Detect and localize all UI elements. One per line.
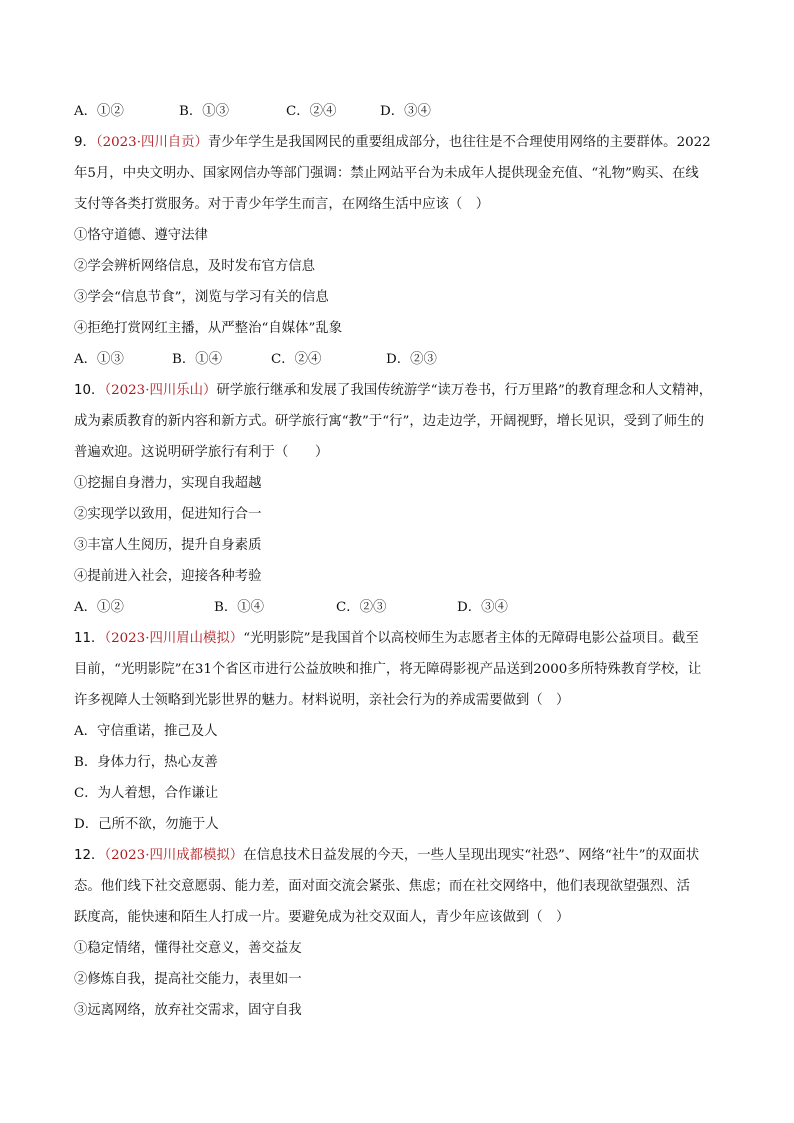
q9-source: （2023·四川自贡） — [95, 135, 208, 150]
q11-choice-c: C．为人着想，合作谦让 — [74, 786, 219, 801]
q10-option-a: A．①② — [74, 600, 124, 615]
q10-source: （2023·四川乐山） — [104, 383, 217, 398]
q12-statement-3: ③远离网络，放弃社交需求，固守自我 — [74, 1003, 302, 1018]
q10-number: 10． — [74, 383, 105, 398]
q10-statement-3: ③丰富人生阅历，提升自身素质 — [74, 538, 262, 553]
q12-stem-line-3: 跃度高，能快速和陌生人打成一片。要避免成为社交双面人，青少年应该做到（ ） — [74, 910, 570, 925]
q12-source: （2023·四川成都模拟） — [104, 848, 244, 863]
q11-number: 11． — [74, 631, 105, 646]
q9-stem-line-2: 年5月，中央文明办、国家网信办等部门强调：禁止网站平台为未成年人提供现金充值、“礼物”购买、在线 — [74, 166, 699, 181]
q10-stem-line-2: 成为素质教育的新内容和新方式。研学旅行寓“教”于“行”，边走边学，开阔视野，增长见识，受到了师生的 — [74, 414, 704, 429]
q9-stem-line-1: 9．（2023·四川自贡）青少年学生是我国网民的重要组成部分，也往往是不合理使用网络的主要群体。2022 — [74, 135, 711, 150]
q9-option-d: D．②③ — [386, 352, 437, 367]
q9-option-b: B．①④ — [172, 352, 223, 367]
q8-option-d: D．③④ — [380, 104, 431, 119]
q11-stem-line-3: 许多视障人士领略到光影世界的魅力。材料说明，亲社会行为的养成需要做到（ ） — [74, 693, 570, 708]
q11-choice-a: A．守信重诺，推己及人 — [74, 724, 218, 739]
q9-statement-2: ②学会辨析网络信息，及时发布官方信息 — [74, 259, 316, 274]
q11-stem-line-1: 11．（2023·四川眉山模拟）“光明影院”是我国首个以高校师生为志愿者主体的无障碍电影公益项目。截至 — [74, 631, 699, 646]
q12-statement-1: ①稳定情绪，懂得社交意义，善交益友 — [74, 941, 302, 956]
q10-statement-1: ①挖掘自身潜力，实现自我超越 — [74, 476, 262, 491]
q9-statement-4: ④拒绝打赏网红主播，从严整治“自媒体”乱象 — [74, 321, 343, 336]
q9-number: 9． — [74, 135, 96, 150]
q9-option-a: A．①③ — [74, 352, 124, 367]
q11-stem-line-2: 目前，“光明影院”在31个省区市进行公益放映和推广，将无障碍影视产品送到2000多所特殊教育学校，让 — [74, 662, 702, 677]
q9-statement-1: ①恪守道德、遵守法律 — [74, 228, 208, 243]
q12-number: 12． — [74, 848, 105, 863]
q10-option-d: D．③④ — [457, 600, 508, 615]
q11-source: （2023·四川眉山模拟） — [104, 631, 244, 646]
q8-option-b: B．①③ — [179, 104, 230, 119]
q10-stem-line-1: 10．（2023·四川乐山）研学旅行继承和发展了我国传统游学“读万卷书，行万里路”的教育理念和人文精神， — [74, 383, 713, 398]
q9-statement-3: ③学会“信息节食”，浏览与学习有关的信息 — [74, 290, 329, 305]
q10-option-b: B．①④ — [214, 600, 265, 615]
q10-stem-line-3: 普遍欢迎。这说明研学旅行有利于（ ） — [74, 445, 329, 460]
q12-stem-line-1: 12．（2023·四川成都模拟）在信息技术日益发展的今天，一些人呈现出现实“社恐”、网络“社牛”的双面状 — [74, 848, 700, 863]
q8-option-a: A．①② — [74, 104, 124, 119]
q11-choice-d: D．己所不欲，勿施于人 — [74, 817, 219, 832]
q10-statement-4: ④提前进入社会，迎接各种考验 — [74, 569, 262, 584]
q12-stem-line-2: 态。他们线下社交意愿弱、能力差，面对面交流会紧张、焦虑；而在社交网络中，他们表现欲望强烈、活 — [74, 879, 690, 894]
q12-statement-2: ②修炼自我，提高社交能力，表里如一 — [74, 972, 302, 987]
q10-option-c: C．②③ — [336, 600, 387, 615]
q10-statement-2: ②实现学以致用，促进知行合一 — [74, 507, 262, 522]
q8-option-c: C．②④ — [286, 104, 337, 119]
q9-option-c: C．②④ — [271, 352, 322, 367]
q9-stem-line-3: 支付等各类打赏服务。对于青少年学生而言，在网络生活中应该（ ） — [74, 197, 490, 212]
q11-choice-b: B．身体力行，热心友善 — [74, 755, 218, 770]
